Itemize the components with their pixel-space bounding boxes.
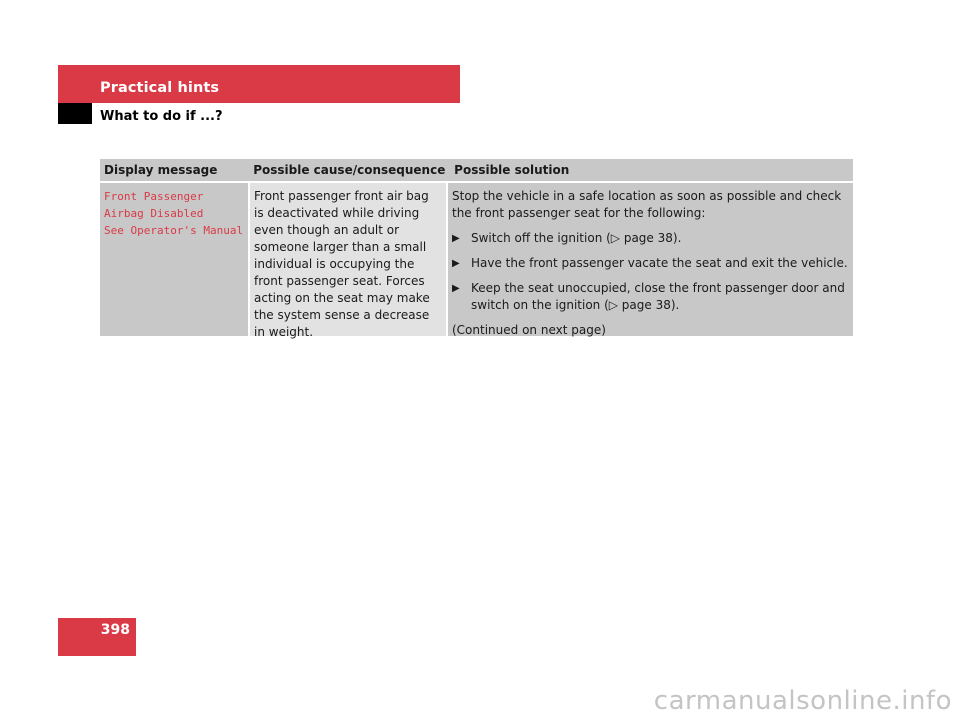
display-message-table bbox=[100, 159, 853, 339]
subtitle-marker bbox=[58, 103, 92, 124]
watermark: carmanualsonline.info bbox=[653, 686, 952, 716]
page-number-box bbox=[58, 618, 136, 656]
list-item bbox=[452, 255, 848, 272]
section-header-bar bbox=[58, 65, 460, 103]
continued-note: (Continued on next page) bbox=[452, 323, 606, 337]
solution-intro: Stop the vehicle in a safe location as soon as possible and check the front passenger seat for the following: bbox=[452, 189, 842, 220]
list-item bbox=[452, 230, 848, 247]
page-subtitle: What to do if ...? bbox=[100, 109, 223, 124]
bullet-arrow-icon: ▶ bbox=[452, 258, 460, 269]
section-title: Practical hints bbox=[100, 80, 220, 96]
page-number: 398 bbox=[100, 622, 130, 638]
display-message-line: See Operator's Manual bbox=[104, 224, 244, 237]
solution-step: Switch off the ignition (▷ page 38). bbox=[471, 231, 682, 245]
list-item bbox=[452, 280, 848, 314]
header-display-message: Display message bbox=[104, 163, 218, 177]
bullet-arrow-icon: ▶ bbox=[452, 283, 460, 294]
solution-step: Have the front passenger vacate the seat and exit the vehicle. bbox=[471, 256, 848, 270]
table-header-row bbox=[100, 159, 853, 181]
solution-cell bbox=[448, 183, 853, 336]
display-message-line: Airbag Disabled bbox=[104, 207, 204, 220]
header-cause: Possible cause/consequence bbox=[253, 163, 446, 177]
bullet-arrow-icon: ▶ bbox=[452, 233, 460, 244]
header-solution: Possible solution bbox=[454, 163, 570, 177]
cause-cell bbox=[250, 183, 446, 339]
display-message-line: Front Passenger bbox=[104, 190, 204, 203]
cause-text: Front passenger front air bag is deactivated while driving even though an adult or someone larger than a small individual is occupying the front passenger seat. Forces acting on the seat may make the system sense a decrease in weight. bbox=[254, 189, 430, 339]
table-row bbox=[100, 183, 853, 339]
solution-step: Keep the seat unoccupied, close the front passenger door and switch on the ignition (▷ page 38). bbox=[471, 281, 845, 312]
display-message-cell bbox=[100, 183, 248, 336]
